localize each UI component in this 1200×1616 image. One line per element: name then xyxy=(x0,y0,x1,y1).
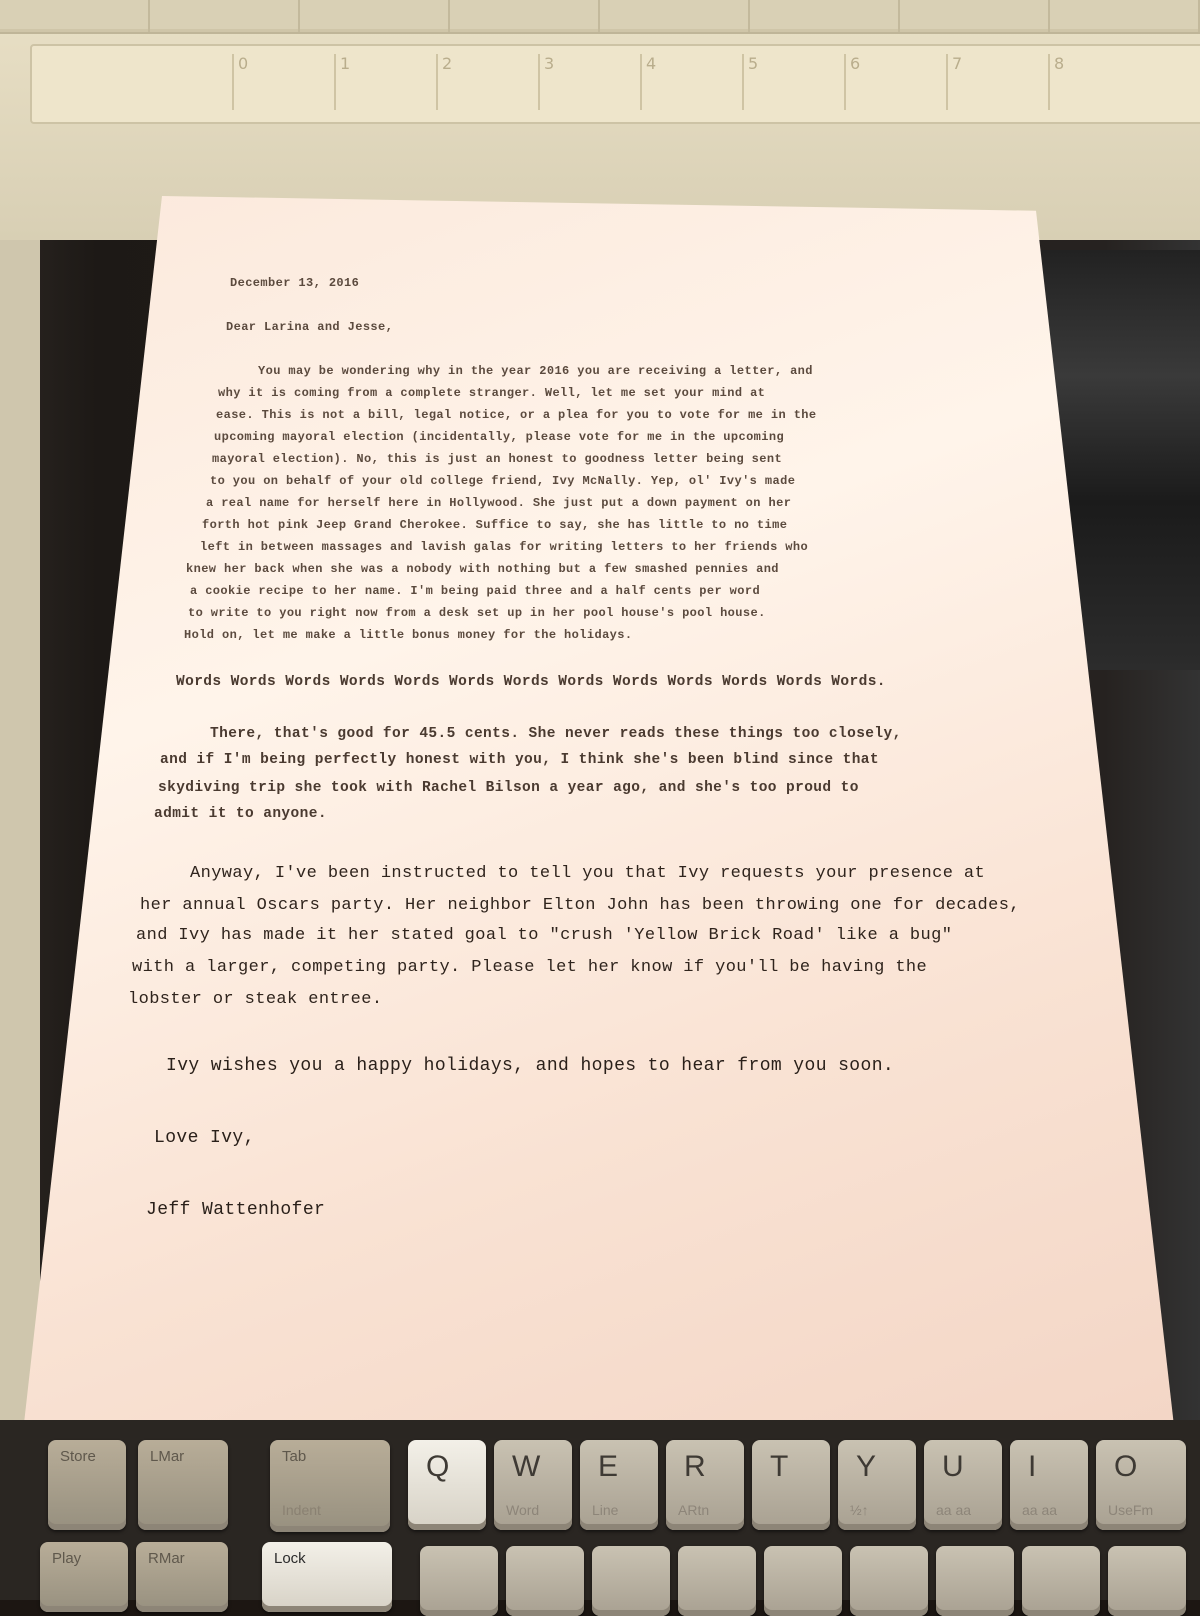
key-sublabel: ARtn xyxy=(678,1502,710,1518)
paragraph-line: Hold on, let me make a little bonus money for the holidays. xyxy=(184,628,633,642)
key-letter: O xyxy=(1114,1450,1138,1483)
lmar-key[interactable] xyxy=(138,1440,228,1530)
keyboard-key[interactable] xyxy=(506,1546,584,1616)
key-label: Tab xyxy=(282,1448,307,1465)
keyboard-key[interactable] xyxy=(592,1546,670,1616)
key-e[interactable] xyxy=(580,1440,658,1530)
typewriter-keyboard xyxy=(0,1420,1200,1600)
letter-salutation: Dear Larina and Jesse, xyxy=(226,320,394,334)
paragraph-line: knew her back when she was a nobody with nothing but a few smashed pennies and xyxy=(186,562,779,576)
rmar-key[interactable] xyxy=(136,1542,228,1612)
key-t[interactable] xyxy=(752,1440,830,1530)
tab-key[interactable] xyxy=(270,1440,390,1532)
keyboard-key[interactable] xyxy=(420,1546,498,1616)
paragraph-line: skydiving trip she took with Rachel Bilson a year ago, and she's too proud to xyxy=(158,780,859,796)
ruler-number: 5 xyxy=(742,54,830,110)
ruler-number: 8 xyxy=(1048,54,1136,110)
paragraph-line: a real name for herself here in Hollywood. She just put a down payment on her xyxy=(206,496,792,510)
key-r[interactable] xyxy=(666,1440,744,1530)
keyboard-key[interactable] xyxy=(764,1546,842,1616)
paragraph-line: lobster or steak entree. xyxy=(128,990,383,1009)
key-sublabel: aa aa xyxy=(1022,1502,1058,1518)
paragraph-line: You may be wondering why in the year 2016 you are receiving a letter, and xyxy=(258,364,813,378)
ruler-number: 4 xyxy=(640,54,728,110)
key-sublabel: ½↑ xyxy=(850,1502,869,1518)
key-q[interactable] xyxy=(408,1440,486,1530)
key-label: Lock xyxy=(274,1550,306,1567)
key-sublabel: Word xyxy=(506,1502,540,1518)
paragraph-line: why it is coming from a complete stranger. Well, let me set your mind at xyxy=(218,386,766,400)
key-i[interactable] xyxy=(1010,1440,1088,1530)
closing-paragraph: Ivy wishes you a happy holidays, and hopes to hear from you soon. xyxy=(166,1056,895,1076)
ruler-number: 6 xyxy=(844,54,932,110)
paragraph-line: left in between massages and lavish galas for writing letters to her friends who xyxy=(200,540,809,554)
ruler-number: 3 xyxy=(538,54,626,110)
paragraph-line: her annual Oscars party. Her neighbor Elton John has been throwing one for decades, xyxy=(140,896,1020,915)
ruler-number: 1 xyxy=(334,54,422,110)
key-label: RMar xyxy=(148,1550,185,1567)
ruler-number: 2 xyxy=(436,54,524,110)
margin-ruler xyxy=(30,44,1200,124)
letter-date: December 13, 2016 xyxy=(230,276,360,290)
key-y[interactable] xyxy=(838,1440,916,1530)
paragraph-line: There, that's good for 45.5 cents. She never reads these things too closely, xyxy=(210,726,902,742)
key-letter: E xyxy=(598,1450,619,1483)
paragraph-line: to you on behalf of your old college friend, Ivy McNally. Yep, ol' Ivy's made xyxy=(210,474,796,488)
words-line: Words Words Words Words Words Words Words Words Words Words Words Words Words. xyxy=(176,674,886,690)
key-letter: Y xyxy=(856,1450,877,1483)
key-letter: U xyxy=(942,1450,964,1483)
paragraph-line: and if I'm being perfectly honest with you, I think she's been blind since that xyxy=(160,752,880,768)
paragraph-line: admit it to anyone. xyxy=(154,806,327,822)
key-w[interactable] xyxy=(494,1440,572,1530)
key-letter: T xyxy=(770,1450,789,1483)
typewriter-side xyxy=(0,240,40,1440)
paragraph-line: ease. This is not a bill, legal notice, or a plea for you to vote for me in the xyxy=(216,408,817,422)
key-label: LMar xyxy=(150,1448,185,1465)
key-o[interactable] xyxy=(1096,1440,1186,1530)
letter-closing: Love Ivy, xyxy=(154,1128,255,1148)
paragraph-line: a cookie recipe to her name. I'm being paid three and a half cents per word xyxy=(190,584,761,598)
paragraph-line: and Ivy has made it her stated goal to "crush 'Yellow Brick Road' like a bug" xyxy=(136,926,953,945)
key-label: Play xyxy=(52,1550,82,1567)
paragraph-line: Anyway, I've been instructed to tell you that Ivy requests your presence at xyxy=(190,864,986,883)
paragraph-line: forth hot pink Jeep Grand Cherokee. Suffice to say, she has little to no time xyxy=(202,518,788,532)
key-letter: R xyxy=(684,1450,706,1483)
store-key[interactable] xyxy=(48,1440,126,1530)
key-label: Store xyxy=(60,1448,96,1465)
paper-bail-rail xyxy=(0,0,1200,34)
key-sublabel: Line xyxy=(592,1502,619,1518)
keyboard-key[interactable] xyxy=(1108,1546,1186,1616)
key-letter: Q xyxy=(426,1450,450,1483)
paragraph-line: mayoral election). No, this is just an honest to goodness letter being sent xyxy=(212,452,783,466)
paragraph-line: with a larger, competing party. Please let her know if you'll be having the xyxy=(132,958,928,977)
lock-key[interactable] xyxy=(262,1542,392,1612)
play-key[interactable] xyxy=(40,1542,128,1612)
paragraph-line: to write to you right now from a desk set up in her pool house's pool house. xyxy=(188,606,766,620)
keyboard-key[interactable] xyxy=(678,1546,756,1616)
key-u[interactable] xyxy=(924,1440,1002,1530)
ruler-number: 0 xyxy=(232,54,320,110)
keyboard-key[interactable] xyxy=(850,1546,928,1616)
keyboard-key[interactable] xyxy=(936,1546,1014,1616)
ruler-number: 7 xyxy=(946,54,1034,110)
key-sublabel: Indent xyxy=(282,1502,321,1518)
key-letter: W xyxy=(512,1450,541,1483)
key-sublabel: UseFm xyxy=(1108,1502,1154,1518)
letter-signature: Jeff Wattenhofer xyxy=(146,1200,326,1220)
paragraph-line: upcoming mayoral election (incidentally, please vote for me in the upcoming xyxy=(214,430,785,444)
key-letter: I xyxy=(1028,1450,1037,1483)
keyboard-key[interactable] xyxy=(1022,1546,1100,1616)
key-sublabel: aa aa xyxy=(936,1502,972,1518)
